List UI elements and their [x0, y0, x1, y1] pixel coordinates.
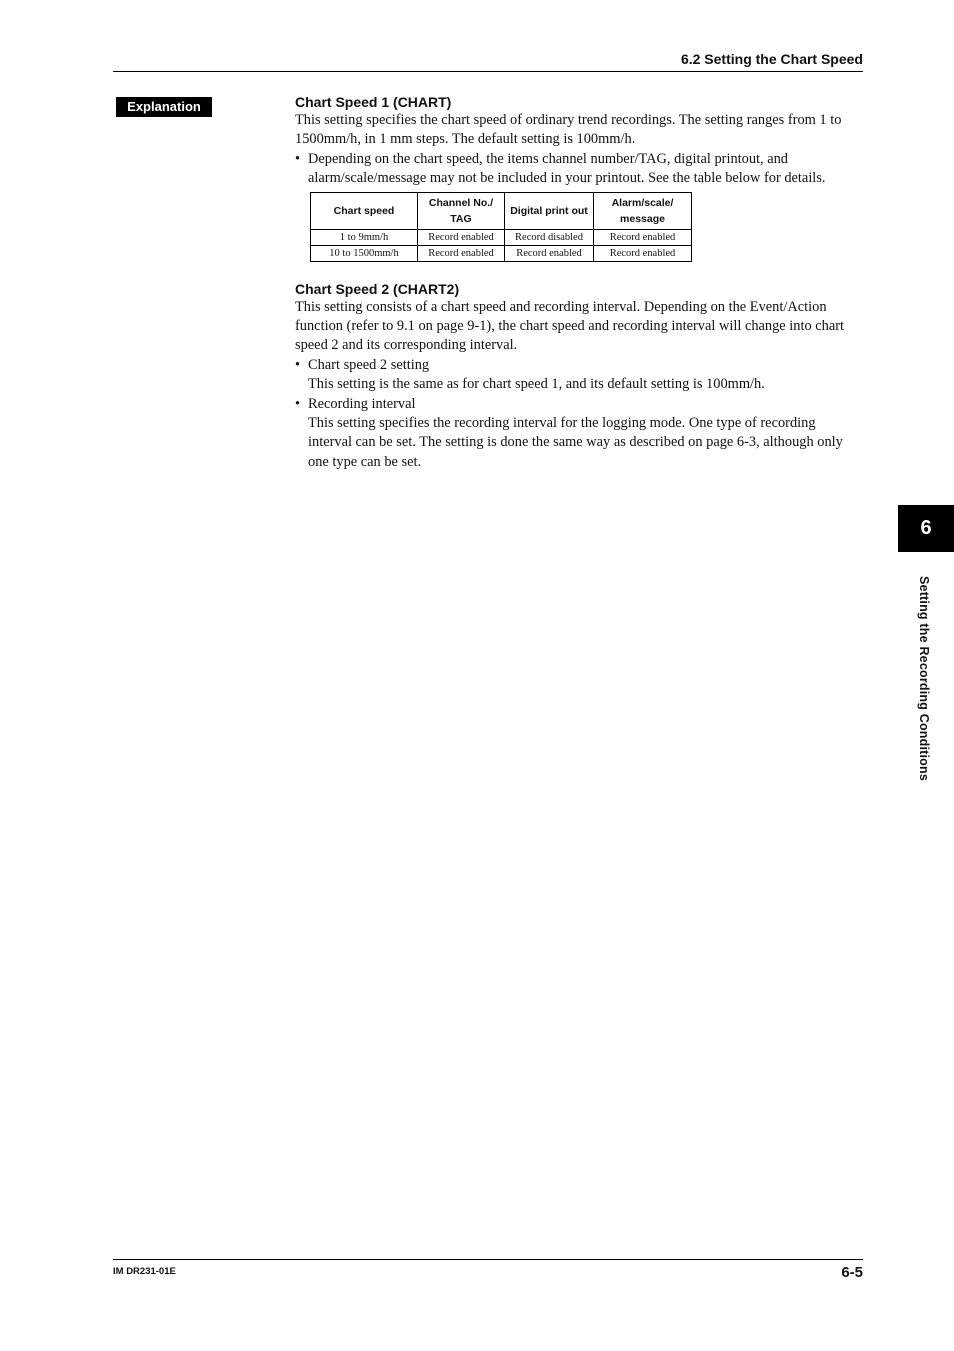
bullet-label: Recording interval	[308, 395, 416, 412]
table-cell: 10 to 1500mm/h	[311, 245, 418, 261]
table-cell: Record enabled	[418, 229, 505, 245]
table-cell: Record enabled	[505, 245, 594, 261]
main-content	[295, 93, 851, 472]
table-cell: Record enabled	[418, 245, 505, 261]
header-rule	[113, 71, 863, 72]
table-cell: 1 to 9mm/h	[311, 229, 418, 245]
table-cell: Record enabled	[594, 229, 692, 245]
table-cell: Record enabled	[594, 245, 692, 261]
footer-doc-id: IM DR231-01E	[113, 1266, 176, 1277]
footer-rule	[113, 1259, 863, 1260]
chapter-number-tab: 6	[898, 505, 954, 552]
recording-interval-bullet	[295, 395, 851, 414]
chart-speed-2-heading: Chart Speed 2 (CHART2)	[295, 280, 460, 297]
bullet-dot: •	[295, 356, 301, 373]
explanation-label: Explanation	[116, 97, 212, 117]
recording-interval-text: This setting specifies the recording interval for the logging mode. One type of recording interval can be set. The setting is done the same way as described on page 6-3, although only one type can be set.	[308, 415, 843, 470]
chapter-title-vertical: Setting the Recording Conditions	[917, 576, 931, 782]
chart-speed-1-paragraph: This setting specifies the chart speed of ordinary trend recordings. The setting ranges from 1 to 1500mm/h, in 1 mm steps. The default setting is 100mm/h.	[295, 112, 842, 148]
bullet-dot: •	[295, 150, 301, 167]
table-header-cell: Chart speed	[311, 192, 418, 229]
chart-speed-1-heading: Chart Speed 1 (CHART)	[295, 94, 452, 110]
bullet-text: Depending on the chart speed, the items channel number/TAG, digital printout, and alarm/scale/message may not be included in your printout. See the table below for details.	[308, 150, 826, 187]
table-header-row	[311, 192, 692, 229]
page-header-title: 6.2 Setting the Chart Speed	[680, 51, 863, 67]
table-header-cell: Alarm/scale/ message	[594, 192, 692, 229]
chart-speed-2-setting-bullet	[295, 356, 851, 375]
chart-speed-2-setting-text: This setting is the same as for chart speed 1, and its default setting is 100mm/h.	[308, 376, 765, 393]
chart-speed-1-bullet	[295, 150, 851, 189]
bullet-dot: •	[295, 395, 301, 412]
chart-speed-2-paragraph: This setting consists of a chart speed and recording interval. Depending on the Event/Action function (refer to 9.1 on page 9-1), the chart speed and recording interval will change into chart speed 2 and its corresponding interval.	[295, 298, 845, 354]
table-cell: Record disabled	[505, 229, 594, 245]
bullet-label: Chart speed 2 setting	[308, 356, 430, 373]
footer-page-number: 6-5	[841, 1264, 863, 1281]
table-header-cell: Digital print out	[505, 192, 594, 229]
table-row	[311, 229, 692, 245]
table-header-cell: Channel No./ TAG	[418, 192, 505, 229]
chart-speed-table	[310, 192, 692, 262]
table-row	[311, 245, 692, 261]
